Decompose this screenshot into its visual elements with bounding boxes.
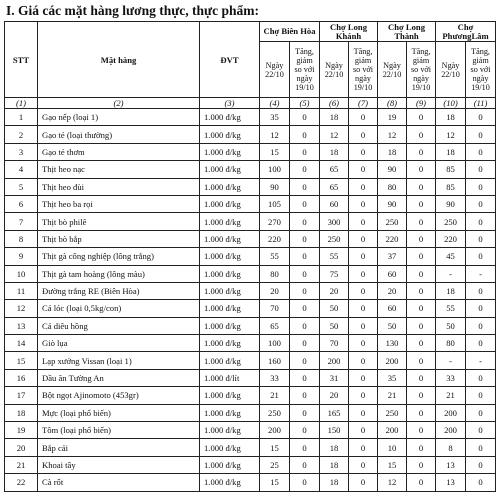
long-khanh-change-cell: 0 bbox=[349, 161, 378, 178]
long-khanh-price-cell: 250 bbox=[320, 230, 349, 247]
phuong-lam-price-cell: 13 bbox=[436, 474, 466, 491]
stt-cell: 4 bbox=[5, 161, 38, 178]
long-khanh-price-cell: 150 bbox=[320, 422, 349, 439]
header-market-phuong-lam: Chợ PhươngLâm bbox=[436, 22, 496, 42]
long-thanh-price-cell: 15 bbox=[378, 456, 407, 473]
long-khanh-change-cell: 0 bbox=[349, 422, 378, 439]
unit-cell: 1.000 đ/kg bbox=[200, 439, 260, 456]
header-stt: STT bbox=[5, 22, 38, 98]
long-thanh-change-cell: 0 bbox=[407, 300, 436, 317]
long-khanh-price-cell: 18 bbox=[320, 474, 349, 491]
unit-cell: 1.000 đ/kg bbox=[200, 213, 260, 230]
long-thanh-change-cell: 0 bbox=[407, 404, 436, 421]
long-thanh-price-cell: 37 bbox=[378, 248, 407, 265]
stt-cell: 7 bbox=[5, 213, 38, 230]
table-row bbox=[5, 404, 496, 421]
long-thanh-price-cell: 50 bbox=[378, 317, 407, 334]
unit-cell: 1.000 đ/kg bbox=[200, 282, 260, 299]
long-thanh-change-cell: 0 bbox=[407, 143, 436, 160]
table-row bbox=[5, 352, 496, 369]
bien-hoa-change-cell: 0 bbox=[290, 369, 320, 386]
stt-cell: 9 bbox=[5, 248, 38, 265]
long-thanh-price-cell: 35 bbox=[378, 369, 407, 386]
column-index-row bbox=[5, 98, 496, 109]
phuong-lam-price-cell: - bbox=[436, 352, 466, 369]
bien-hoa-change-cell: 0 bbox=[290, 352, 320, 369]
long-thanh-change-cell: 0 bbox=[407, 387, 436, 404]
table-row bbox=[5, 143, 496, 160]
long-khanh-price-cell: 70 bbox=[320, 335, 349, 352]
stt-cell: 8 bbox=[5, 230, 38, 247]
bien-hoa-price-cell: 250 bbox=[260, 404, 290, 421]
table-row bbox=[5, 282, 496, 299]
table-row bbox=[5, 126, 496, 143]
item-name-cell: Thịt bò bắp bbox=[38, 230, 200, 247]
phuong-lam-price-cell: 18 bbox=[436, 143, 466, 160]
long-khanh-change-cell: 0 bbox=[349, 230, 378, 247]
bien-hoa-change-cell: 0 bbox=[290, 195, 320, 212]
bien-hoa-price-cell: 90 bbox=[260, 178, 290, 195]
header-unit: ĐVT bbox=[200, 22, 260, 98]
stt-cell: 17 bbox=[5, 387, 38, 404]
long-thanh-price-cell: 200 bbox=[378, 422, 407, 439]
bien-hoa-price-cell: 21 bbox=[260, 387, 290, 404]
bien-hoa-change-cell: 0 bbox=[290, 143, 320, 160]
unit-cell: 1.000 đ/kg bbox=[200, 126, 260, 143]
long-khanh-change-cell: 0 bbox=[349, 143, 378, 160]
bien-hoa-change-cell: 0 bbox=[290, 404, 320, 421]
long-khanh-price-cell: 20 bbox=[320, 387, 349, 404]
long-thanh-change-cell: 0 bbox=[407, 456, 436, 473]
unit-cell: 1.000 đ/kg bbox=[200, 456, 260, 473]
long-khanh-change-cell: 0 bbox=[349, 456, 378, 473]
long-khanh-price-cell: 12 bbox=[320, 126, 349, 143]
long-thanh-price-cell: 220 bbox=[378, 230, 407, 247]
bien-hoa-price-cell: 15 bbox=[260, 439, 290, 456]
phuong-lam-change-cell: 0 bbox=[466, 369, 496, 386]
long-khanh-change-cell: 0 bbox=[349, 265, 378, 282]
table-row bbox=[5, 265, 496, 282]
stt-cell: 12 bbox=[5, 300, 38, 317]
phuong-lam-price-cell: 85 bbox=[436, 178, 466, 195]
stt-cell: 21 bbox=[5, 456, 38, 473]
phuong-lam-change-cell: 0 bbox=[466, 317, 496, 334]
unit-cell: 1.000 đ/kg bbox=[200, 335, 260, 352]
unit-cell: 1.000 đ/kg bbox=[200, 265, 260, 282]
unit-cell: 1.000 đ/kg bbox=[200, 248, 260, 265]
stt-cell: 11 bbox=[5, 282, 38, 299]
header-change-long-thanh: Tăng, giảm so với ngày 19/10 bbox=[407, 42, 436, 98]
stt-cell: 19 bbox=[5, 422, 38, 439]
phuong-lam-price-cell: 220 bbox=[436, 230, 466, 247]
long-khanh-change-cell: 0 bbox=[349, 317, 378, 334]
long-khanh-price-cell: 200 bbox=[320, 352, 349, 369]
item-name-cell: Thịt bò philê bbox=[38, 213, 200, 230]
index-cell: (10) bbox=[436, 98, 466, 109]
item-name-cell: Gạo nếp (loại 1) bbox=[38, 109, 200, 126]
bien-hoa-change-cell: 0 bbox=[290, 335, 320, 352]
unit-cell: 1.000 đ/lít bbox=[200, 369, 260, 386]
phuong-lam-price-cell: 90 bbox=[436, 195, 466, 212]
long-thanh-price-cell: 200 bbox=[378, 352, 407, 369]
index-cell: (8) bbox=[378, 98, 407, 109]
item-name-cell: Tôm (loại phổ biến) bbox=[38, 422, 200, 439]
table-row bbox=[5, 422, 496, 439]
bien-hoa-price-cell: 70 bbox=[260, 300, 290, 317]
stt-cell: 15 bbox=[5, 352, 38, 369]
bien-hoa-change-cell: 0 bbox=[290, 439, 320, 456]
bien-hoa-price-cell: 15 bbox=[260, 143, 290, 160]
phuong-lam-change-cell: 0 bbox=[466, 230, 496, 247]
phuong-lam-price-cell: 33 bbox=[436, 369, 466, 386]
header-change-bien-hoa: Tăng, giảm so với ngày 19/10 bbox=[290, 42, 320, 98]
long-thanh-change-cell: 0 bbox=[407, 265, 436, 282]
item-name-cell: Thịt gà công nghiệp (lông trắng) bbox=[38, 248, 200, 265]
bien-hoa-price-cell: 270 bbox=[260, 213, 290, 230]
bien-hoa-price-cell: 33 bbox=[260, 369, 290, 386]
phuong-lam-price-cell: - bbox=[436, 265, 466, 282]
phuong-lam-change-cell: 0 bbox=[466, 474, 496, 491]
long-khanh-price-cell: 18 bbox=[320, 456, 349, 473]
long-khanh-price-cell: 65 bbox=[320, 178, 349, 195]
stt-cell: 14 bbox=[5, 335, 38, 352]
bien-hoa-change-cell: 0 bbox=[290, 213, 320, 230]
table-row bbox=[5, 248, 496, 265]
long-thanh-price-cell: 21 bbox=[378, 387, 407, 404]
long-khanh-change-cell: 0 bbox=[349, 369, 378, 386]
bien-hoa-change-cell: 0 bbox=[290, 474, 320, 491]
bien-hoa-price-cell: 160 bbox=[260, 352, 290, 369]
bien-hoa-price-cell: 25 bbox=[260, 456, 290, 473]
table-row bbox=[5, 109, 496, 126]
long-thanh-price-cell: 19 bbox=[378, 109, 407, 126]
bien-hoa-price-cell: 100 bbox=[260, 335, 290, 352]
long-khanh-price-cell: 50 bbox=[320, 300, 349, 317]
table-row bbox=[5, 474, 496, 491]
long-thanh-change-cell: 0 bbox=[407, 282, 436, 299]
long-khanh-change-cell: 0 bbox=[349, 352, 378, 369]
header-market-long-khanh: Chợ Long Khánh bbox=[320, 22, 378, 42]
item-name-cell: Dầu ăn Tường An bbox=[38, 369, 200, 386]
item-name-cell: Đường trắng RE (Biên Hòa) bbox=[38, 282, 200, 299]
header-market-long-thanh: Chợ Long Thành bbox=[378, 22, 436, 42]
long-thanh-change-cell: 0 bbox=[407, 161, 436, 178]
item-name-cell: Lạp xưởng Vissan (loại 1) bbox=[38, 352, 200, 369]
stt-cell: 3 bbox=[5, 143, 38, 160]
unit-cell: 1.000 đ/kg bbox=[200, 422, 260, 439]
bien-hoa-price-cell: 80 bbox=[260, 265, 290, 282]
phuong-lam-change-cell: - bbox=[466, 265, 496, 282]
phuong-lam-change-cell: 0 bbox=[466, 143, 496, 160]
index-cell: (4) bbox=[260, 98, 290, 109]
phuong-lam-change-cell: 0 bbox=[466, 282, 496, 299]
phuong-lam-change-cell: 0 bbox=[466, 335, 496, 352]
long-khanh-price-cell: 20 bbox=[320, 282, 349, 299]
stt-cell: 13 bbox=[5, 317, 38, 334]
long-khanh-change-cell: 0 bbox=[349, 387, 378, 404]
bien-hoa-change-cell: 0 bbox=[290, 456, 320, 473]
unit-cell: 1.000 đ/kg bbox=[200, 195, 260, 212]
long-thanh-change-cell: 0 bbox=[407, 369, 436, 386]
long-thanh-change-cell: 0 bbox=[407, 230, 436, 247]
bien-hoa-price-cell: 55 bbox=[260, 248, 290, 265]
phuong-lam-change-cell: 0 bbox=[466, 456, 496, 473]
bien-hoa-change-cell: 0 bbox=[290, 282, 320, 299]
long-khanh-change-cell: 0 bbox=[349, 178, 378, 195]
bien-hoa-change-cell: 0 bbox=[290, 126, 320, 143]
section-title: I. Giá các mặt hàng lương thực, thực phẩm: bbox=[6, 3, 260, 18]
item-name-cell: Cá diêu hồng bbox=[38, 317, 200, 334]
phuong-lam-price-cell: 50 bbox=[436, 317, 466, 334]
header-item: Mặt hàng bbox=[38, 22, 200, 98]
long-khanh-change-cell: 0 bbox=[349, 126, 378, 143]
phuong-lam-price-cell: 85 bbox=[436, 161, 466, 178]
phuong-lam-price-cell: 200 bbox=[436, 404, 466, 421]
long-khanh-change-cell: 0 bbox=[349, 109, 378, 126]
phuong-lam-change-cell: 0 bbox=[466, 439, 496, 456]
unit-cell: 1.000 đ/kg bbox=[200, 178, 260, 195]
bien-hoa-price-cell: 220 bbox=[260, 230, 290, 247]
long-thanh-price-cell: 90 bbox=[378, 161, 407, 178]
index-cell: (9) bbox=[407, 98, 436, 109]
long-thanh-price-cell: 250 bbox=[378, 404, 407, 421]
long-thanh-change-cell: 0 bbox=[407, 474, 436, 491]
bien-hoa-change-cell: 0 bbox=[290, 317, 320, 334]
unit-cell: 1.000 đ/kg bbox=[200, 474, 260, 491]
unit-cell: 1.000 đ/kg bbox=[200, 109, 260, 126]
long-thanh-price-cell: 18 bbox=[378, 143, 407, 160]
item-name-cell: Thịt gà tam hoàng (lông màu) bbox=[38, 265, 200, 282]
long-khanh-change-cell: 0 bbox=[349, 300, 378, 317]
unit-cell: 1.000 đ/kg bbox=[200, 404, 260, 421]
item-name-cell: Gạo tẻ (loại thường) bbox=[38, 126, 200, 143]
item-name-cell: Thịt heo ba rọi bbox=[38, 195, 200, 212]
table-row bbox=[5, 161, 496, 178]
bien-hoa-change-cell: 0 bbox=[290, 178, 320, 195]
phuong-lam-change-cell: 0 bbox=[466, 300, 496, 317]
stt-cell: 18 bbox=[5, 404, 38, 421]
phuong-lam-change-cell: 0 bbox=[466, 126, 496, 143]
long-khanh-change-cell: 0 bbox=[349, 248, 378, 265]
unit-cell: 1.000 đ/kg bbox=[200, 387, 260, 404]
table-body bbox=[5, 109, 496, 492]
bien-hoa-change-cell: 0 bbox=[290, 248, 320, 265]
bien-hoa-price-cell: 15 bbox=[260, 474, 290, 491]
bien-hoa-price-cell: 105 bbox=[260, 195, 290, 212]
phuong-lam-price-cell: 80 bbox=[436, 335, 466, 352]
header-change-phuong-lam: Tăng, giảm so với ngày 19/10 bbox=[466, 42, 496, 98]
index-cell: (1) bbox=[5, 98, 38, 109]
phuong-lam-price-cell: 45 bbox=[436, 248, 466, 265]
header-change-long-khanh: Tăng, giảm so với ngày 19/10 bbox=[349, 42, 378, 98]
bien-hoa-price-cell: 65 bbox=[260, 317, 290, 334]
long-khanh-change-cell: 0 bbox=[349, 335, 378, 352]
phuong-lam-price-cell: 200 bbox=[436, 422, 466, 439]
phuong-lam-price-cell: 12 bbox=[436, 126, 466, 143]
stt-cell: 1 bbox=[5, 109, 38, 126]
item-name-cell: Bắp cải bbox=[38, 439, 200, 456]
phuong-lam-price-cell: 55 bbox=[436, 300, 466, 317]
stt-cell: 16 bbox=[5, 369, 38, 386]
index-cell: (3) bbox=[200, 98, 260, 109]
unit-cell: 1.000 đ/kg bbox=[200, 300, 260, 317]
long-thanh-price-cell: 60 bbox=[378, 265, 407, 282]
index-cell: (6) bbox=[320, 98, 349, 109]
long-khanh-price-cell: 75 bbox=[320, 265, 349, 282]
long-khanh-price-cell: 300 bbox=[320, 213, 349, 230]
stt-cell: 10 bbox=[5, 265, 38, 282]
bien-hoa-price-cell: 20 bbox=[260, 282, 290, 299]
long-thanh-change-cell: 0 bbox=[407, 352, 436, 369]
long-khanh-price-cell: 65 bbox=[320, 161, 349, 178]
table-row bbox=[5, 439, 496, 456]
long-khanh-price-cell: 18 bbox=[320, 439, 349, 456]
phuong-lam-change-cell: 0 bbox=[466, 404, 496, 421]
bien-hoa-price-cell: 100 bbox=[260, 161, 290, 178]
bien-hoa-change-cell: 0 bbox=[290, 265, 320, 282]
phuong-lam-change-cell: 0 bbox=[466, 387, 496, 404]
phuong-lam-change-cell: 0 bbox=[466, 178, 496, 195]
index-cell: (2) bbox=[38, 98, 200, 109]
long-khanh-price-cell: 165 bbox=[320, 404, 349, 421]
phuong-lam-change-cell: 0 bbox=[466, 248, 496, 265]
stt-cell: 5 bbox=[5, 178, 38, 195]
phuong-lam-price-cell: 250 bbox=[436, 213, 466, 230]
item-name-cell: Gạo tẻ thơm bbox=[38, 143, 200, 160]
long-khanh-change-cell: 0 bbox=[349, 213, 378, 230]
long-khanh-price-cell: 50 bbox=[320, 317, 349, 334]
long-thanh-price-cell: 80 bbox=[378, 178, 407, 195]
bien-hoa-change-cell: 0 bbox=[290, 161, 320, 178]
long-thanh-price-cell: 250 bbox=[378, 213, 407, 230]
bien-hoa-change-cell: 0 bbox=[290, 422, 320, 439]
long-thanh-price-cell: 130 bbox=[378, 335, 407, 352]
long-thanh-price-cell: 90 bbox=[378, 195, 407, 212]
table-row bbox=[5, 195, 496, 212]
item-name-cell: Cà rốt bbox=[38, 474, 200, 491]
phuong-lam-change-cell: 0 bbox=[466, 109, 496, 126]
item-name-cell: Cá lóc (loại 0,5kg/con) bbox=[38, 300, 200, 317]
bien-hoa-price-cell: 200 bbox=[260, 422, 290, 439]
bien-hoa-change-cell: 0 bbox=[290, 300, 320, 317]
long-thanh-change-cell: 0 bbox=[407, 195, 436, 212]
table-row bbox=[5, 178, 496, 195]
long-khanh-change-cell: 0 bbox=[349, 474, 378, 491]
long-thanh-price-cell: 20 bbox=[378, 282, 407, 299]
long-thanh-change-cell: 0 bbox=[407, 126, 436, 143]
phuong-lam-price-cell: 13 bbox=[436, 456, 466, 473]
phuong-lam-change-cell: 0 bbox=[466, 195, 496, 212]
phuong-lam-change-cell: 0 bbox=[466, 161, 496, 178]
long-khanh-change-cell: 0 bbox=[349, 282, 378, 299]
phuong-lam-price-cell: 18 bbox=[436, 109, 466, 126]
long-thanh-change-cell: 0 bbox=[407, 109, 436, 126]
header-date-long-khanh: Ngày 22/10 bbox=[320, 42, 349, 98]
unit-cell: 1.000 đ/kg bbox=[200, 143, 260, 160]
table-row bbox=[5, 456, 496, 473]
bien-hoa-change-cell: 0 bbox=[290, 230, 320, 247]
long-khanh-price-cell: 18 bbox=[320, 109, 349, 126]
long-thanh-price-cell: 60 bbox=[378, 300, 407, 317]
long-khanh-price-cell: 60 bbox=[320, 195, 349, 212]
header-date-bien-hoa: Ngày 22/10 bbox=[260, 42, 290, 98]
item-name-cell: Giò lụa bbox=[38, 335, 200, 352]
item-name-cell: Mực (loại phổ biến) bbox=[38, 404, 200, 421]
header-date-long-thanh: Ngày 22/10 bbox=[378, 42, 407, 98]
long-thanh-price-cell: 10 bbox=[378, 439, 407, 456]
table-row bbox=[5, 335, 496, 352]
item-name-cell: Thịt heo đùi bbox=[38, 178, 200, 195]
bien-hoa-change-cell: 0 bbox=[290, 109, 320, 126]
index-cell: (7) bbox=[349, 98, 378, 109]
long-thanh-change-cell: 0 bbox=[407, 422, 436, 439]
phuong-lam-price-cell: 18 bbox=[436, 282, 466, 299]
long-thanh-change-cell: 0 bbox=[407, 439, 436, 456]
long-khanh-change-cell: 0 bbox=[349, 404, 378, 421]
phuong-lam-price-cell: 21 bbox=[436, 387, 466, 404]
phuong-lam-change-cell: 0 bbox=[466, 213, 496, 230]
index-cell: (5) bbox=[290, 98, 320, 109]
stt-cell: 20 bbox=[5, 439, 38, 456]
table-row bbox=[5, 230, 496, 247]
unit-cell: 1.000 đ/kg bbox=[200, 161, 260, 178]
stt-cell: 22 bbox=[5, 474, 38, 491]
table-row bbox=[5, 213, 496, 230]
phuong-lam-price-cell: 8 bbox=[436, 439, 466, 456]
unit-cell: 1.000 đ/kg bbox=[200, 230, 260, 247]
long-thanh-change-cell: 0 bbox=[407, 178, 436, 195]
long-thanh-change-cell: 0 bbox=[407, 335, 436, 352]
long-thanh-change-cell: 0 bbox=[407, 317, 436, 334]
table-row bbox=[5, 369, 496, 386]
long-khanh-price-cell: 31 bbox=[320, 369, 349, 386]
table-row bbox=[5, 317, 496, 334]
unit-cell: 1.000 đ/kg bbox=[200, 317, 260, 334]
header-market-bien-hoa: Chợ Biên Hòa bbox=[260, 22, 320, 42]
long-thanh-change-cell: 0 bbox=[407, 213, 436, 230]
long-thanh-price-cell: 12 bbox=[378, 474, 407, 491]
item-name-cell: Thịt heo nạc bbox=[38, 161, 200, 178]
phuong-lam-change-cell: - bbox=[466, 352, 496, 369]
unit-cell: 1.000 đ/kg bbox=[200, 352, 260, 369]
price-table bbox=[4, 21, 496, 492]
table-row bbox=[5, 300, 496, 317]
item-name-cell: Bột ngọt Ajinomoto (453gr) bbox=[38, 387, 200, 404]
long-khanh-change-cell: 0 bbox=[349, 439, 378, 456]
bien-hoa-price-cell: 35 bbox=[260, 109, 290, 126]
table-row bbox=[5, 387, 496, 404]
long-khanh-price-cell: 18 bbox=[320, 143, 349, 160]
index-cell: (11) bbox=[466, 98, 496, 109]
stt-cell: 6 bbox=[5, 195, 38, 212]
long-thanh-change-cell: 0 bbox=[407, 248, 436, 265]
bien-hoa-price-cell: 12 bbox=[260, 126, 290, 143]
stt-cell: 2 bbox=[5, 126, 38, 143]
long-thanh-price-cell: 12 bbox=[378, 126, 407, 143]
long-khanh-price-cell: 55 bbox=[320, 248, 349, 265]
long-khanh-change-cell: 0 bbox=[349, 195, 378, 212]
bien-hoa-change-cell: 0 bbox=[290, 387, 320, 404]
phuong-lam-change-cell: 0 bbox=[466, 422, 496, 439]
header-date-phuong-lam: Ngày 22/10 bbox=[436, 42, 466, 98]
item-name-cell: Khoai tây bbox=[38, 456, 200, 473]
